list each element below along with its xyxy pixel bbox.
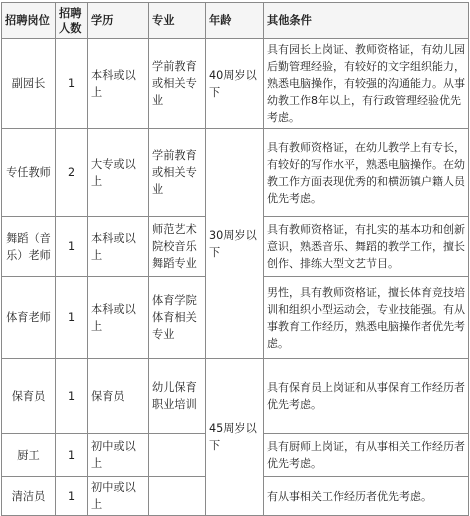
- cell-education: 本科或以上: [88, 277, 149, 359]
- cell-position: 专任教师: [2, 129, 56, 217]
- cell-conditions: 有从事相关工作经历者优先考虑。: [264, 477, 469, 516]
- cell-conditions: 具有教师资格证，在幼儿教学上有专长，有较好的写作水平，熟悉电脑操作。在幼教工作方面表现优秀的和横沥镇户籍人员优先考虑。: [264, 129, 469, 217]
- cell-count: 2: [56, 129, 88, 217]
- cell-major: [149, 434, 206, 477]
- table-header-row: [2, 3, 469, 39]
- cell-position: 舞蹈（音乐）老师: [2, 217, 56, 277]
- cell-major: 师范艺术院校音乐舞蹈专业: [149, 217, 206, 277]
- cell-age: 45周岁以下: [206, 359, 264, 516]
- cell-age: 40周岁以下: [206, 39, 264, 129]
- header-education: 学历: [88, 3, 149, 39]
- cell-conditions: 具有厨师上岗证，有从事相关工作经历者优先考虑。: [264, 434, 469, 477]
- cell-count: 1: [56, 39, 88, 129]
- cell-conditions: 具有教师资格证，有扎实的基本功和创新意识，熟悉音乐、舞蹈的教学工作，擅长创作、排练大型文艺节目。: [264, 217, 469, 277]
- cell-education: 本科或以上: [88, 217, 149, 277]
- header-position: 招聘岗位: [2, 3, 56, 39]
- cell-conditions: 具有园长上岗证、教师资格证，有幼儿园后勤管理经验，有较好的文字组织能力，熟悉电脑操作，有较强的沟通能力。从事幼教工作8年以上，有行政管理经验优先考虑。: [264, 39, 469, 129]
- cell-conditions: 男性，具有教师资格证，擅长体育竞技培训和组织小型运动会，专业技能强。有从事教育工作经历，熟悉电脑操作者优先考虑。: [264, 277, 469, 359]
- cell-count: 1: [56, 217, 88, 277]
- header-count: 招聘人数: [56, 3, 88, 39]
- cell-major: 学前教育或相关专业: [149, 39, 206, 129]
- cell-position: 体育老师: [2, 277, 56, 359]
- cell-age: 30周岁以下: [206, 129, 264, 359]
- cell-position: 保育员: [2, 359, 56, 434]
- cell-position: 副园长: [2, 39, 56, 129]
- cell-position: 清洁员: [2, 477, 56, 516]
- cell-education: 保育员: [88, 359, 149, 434]
- recruitment-table: [1, 2, 469, 516]
- cell-education: 大专或以上: [88, 129, 149, 217]
- cell-conditions: 具有保育员上岗证和从事保育工作经历者优先考虑。: [264, 359, 469, 434]
- header-conditions: 其他条件: [264, 3, 469, 39]
- table-row: [2, 359, 469, 434]
- table-row: [2, 129, 469, 217]
- cell-count: 1: [56, 359, 88, 434]
- cell-count: 1: [56, 277, 88, 359]
- cell-major: 学前教育或相关专业: [149, 129, 206, 217]
- cell-count: 1: [56, 477, 88, 516]
- header-age: 年龄: [206, 3, 264, 39]
- cell-count: 1: [56, 434, 88, 477]
- cell-major: 幼儿保育职业培训: [149, 359, 206, 434]
- cell-education: 本科或以上: [88, 39, 149, 129]
- cell-major: 体育学院体育相关专业: [149, 277, 206, 359]
- recruitment-document: [1, 2, 468, 511]
- cell-education: 初中或以上: [88, 434, 149, 477]
- table-row: [2, 39, 469, 129]
- header-major: 专业: [149, 3, 206, 39]
- cell-position: 厨工: [2, 434, 56, 477]
- cell-education: 初中或以上: [88, 477, 149, 516]
